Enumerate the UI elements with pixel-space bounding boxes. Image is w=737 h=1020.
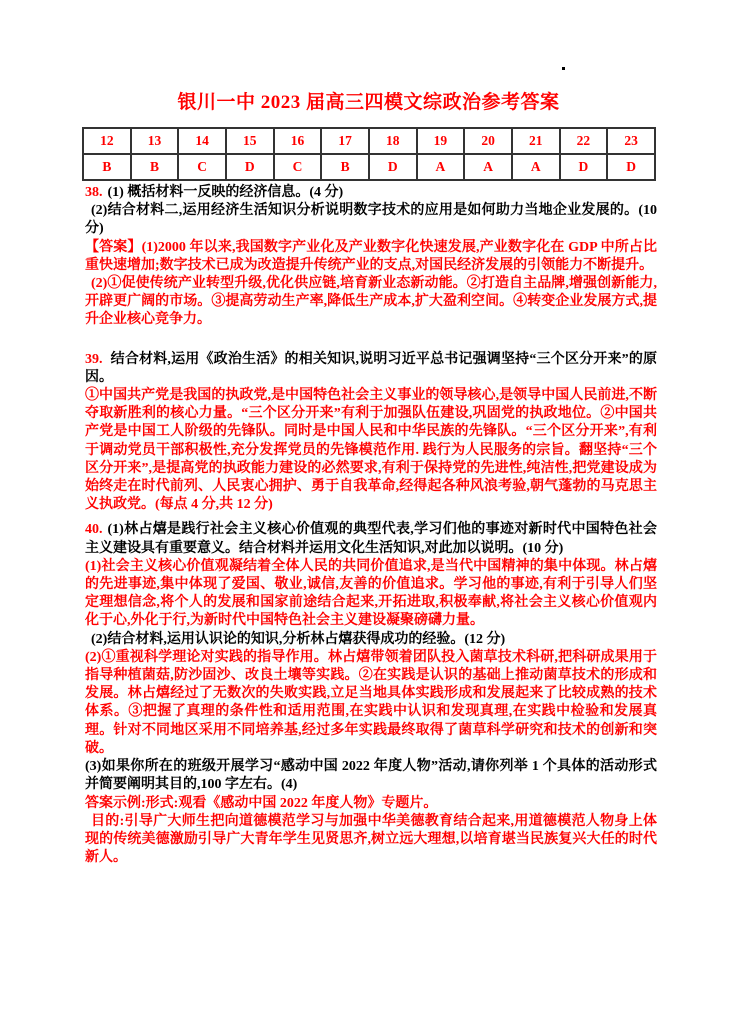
q40-question-part2: (2)结合材料,运用认识论的知识,分析林占熺获得成功的经验。(12 分) [91,631,506,647]
question-number-row [83,128,655,154]
answer-letter-cell: D [560,154,608,180]
question-number-cell: 17 [321,128,369,154]
small-blank-gap [85,514,657,521]
q38-answer-part2: (2)①促使传统产业转型升级,优化供应链,培育新业态新动能。②打造自主品牌,增强创新能力,开辟更广阔的市场。③提高劳动生产率,降低生产成本,扩大盈利空间。④转变企业发展方式,提升企业核心竞争力。 [85,276,657,328]
answer-letter-cell: B [83,154,131,180]
answer-letter-cell: D [369,154,417,180]
q39-answer: ①中国共产党是我国的执政党,是中国特色社会主义事业的领导核心,是领导中国人民前进,不断夺取新胜利的核心力量。“三个区分开来”有利于加强队伍建设,巩固党的执政地位。②中国共产党是中国工人阶级的先锋队。同时是中国人民和中华民族的先锋队。“三个区分开来”,有利于调动党员干部积极性,充分发挥党员的先锋模范作用. 践行为人民服务的宗旨。翻坚持“三个区分开来”,是提高党的执政能力建设的必然要求,有利于保持党的先进性,纯洁性,把党建设成为始终走在时代前列、人民衷心拥护、勇于自我革命,经得起各种风浪考验,朝气蓬勃的马克思主义执政党。(每点 4 分,共 12 分) [85,388,657,513]
answer-letter-row [83,154,655,180]
q38-answer-part1: 【答案】(1)2000 年以来,我国数字产业化及产业数字化快速发展,产业数字化在 GDP 中所占比重快速增加;数字技术已成为改造提升传统产业的支点,对国民经济发展的引领能力不断提升。 [85,239,657,273]
q38-part1-question: (1) 概括材料一反映的经济信息。(4 分) [107,185,344,200]
answer-letter-cell: A [417,154,465,180]
q40-question-part1 [85,521,657,557]
question-number-cell: 20 [464,128,512,154]
q38-number: 38. [85,185,103,200]
question-number-cell: 22 [560,128,608,154]
q39-number: 39. [85,351,103,367]
answer-letter-cell: B [321,154,369,180]
q39-question [85,351,657,387]
question-number-cell: 21 [512,128,560,154]
question-number-cell: 23 [607,128,655,154]
document-title: 银川一中 2023 届高三四模文综政治参考答案 [177,92,560,113]
question-number-cell: 15 [226,128,274,154]
q40-answer-part3-purpose: 目的:引导广大师生把向道德模范学习与加强中华美德教育结合起来,用道德模范人物身上体现的传统美德激励引导广大青年学生见贤思齐,树立远大理想,以培育堪当民族复兴大任的时代新人。 [85,813,657,866]
q40-part1-question: (1)林占熺是践行社会主义核心价值观的典型代表,学习们他的事迹对新时代中国特色社会主义建设具有重要意义。结合材料并运用文化生活知识,对此加以说明。(10 分) [85,522,657,556]
answer-letter-cell: B [131,154,179,180]
question-number-cell: 19 [417,128,465,154]
q40-answer-part3-form: 答案示例:形式:观看《感动中国 2022 年度人物》专题片。 [85,795,438,811]
answer-letter-cell: C [178,154,226,180]
stray-mark [562,67,565,70]
answer-letter-cell: A [512,154,560,180]
answer-letter-cell: D [607,154,655,180]
answer-key-table [82,127,656,181]
q39-question-text: 结合材料,运用《政治生活》的相关知识,说明习近平总书记强调坚持“三个区分开来”的原因。 [85,351,657,385]
question-number-cell: 14 [178,128,226,154]
question-number-cell: 12 [83,128,131,154]
answer-letter-cell: A [464,154,512,180]
question-number-cell: 13 [131,128,179,154]
q40-number: 40. [85,522,103,538]
blank-line [85,330,657,351]
q38-part2-question: (2)结合材料二,运用经济生活知识分析说明数字技术的应用是如何助力当地企业发展的。(10 分) [85,203,657,237]
question-number-cell: 18 [369,128,417,154]
q40-answer-part2: (2)①重视科学理论对实践的指导作用。林占熺带领着团队投入菌草技术科研,把科研成果用于指导种植菌菇,防沙固沙、改良土壤等实践。②在实践是认识的基础上推动菌草技术的形成和发展。林占熺经过了无数次的失败实践,立足当地具体实践形成和发展起来了比较成熟的技术体系。③把握了真理的条件性和适用范围,在实践中认识和发现真理,在实践中检验和发展真理。针对不同地区采用不同培养基,经过多年实践最终取得了菌草科学研究和技术的创新和突破。 [85,649,657,756]
answer-letter-cell: D [226,154,274,180]
q38-question-line1 [85,184,657,202]
document-body [85,184,657,867]
q40-question-part3: (3)如果你所在的班级开展学习“感动中国 2022 年度人物”活动,请你列举 1 个具体的活动形式并简要阐明其目的,100 字左右。(4) [85,759,657,793]
question-number-cell: 16 [274,128,322,154]
q40-answer-part1: (1)社会主义核心价值观凝结着全体人民的共同价值追求,是当代中国精神的集中体现。林占熺的先进事迹,集中体现了爱国、敬业,诚信,友善的价值追求。学习他的事迹,有利于引导人们坚定理想信念,将个人的发展和国家前途结合起来,开拓进取,积极奉献,将社会主义核心价值观内化于心,外化于行,为新时代中国特色社会主义建设凝聚磅礴力量。 [85,558,657,629]
answer-letter-cell: C [274,154,322,180]
